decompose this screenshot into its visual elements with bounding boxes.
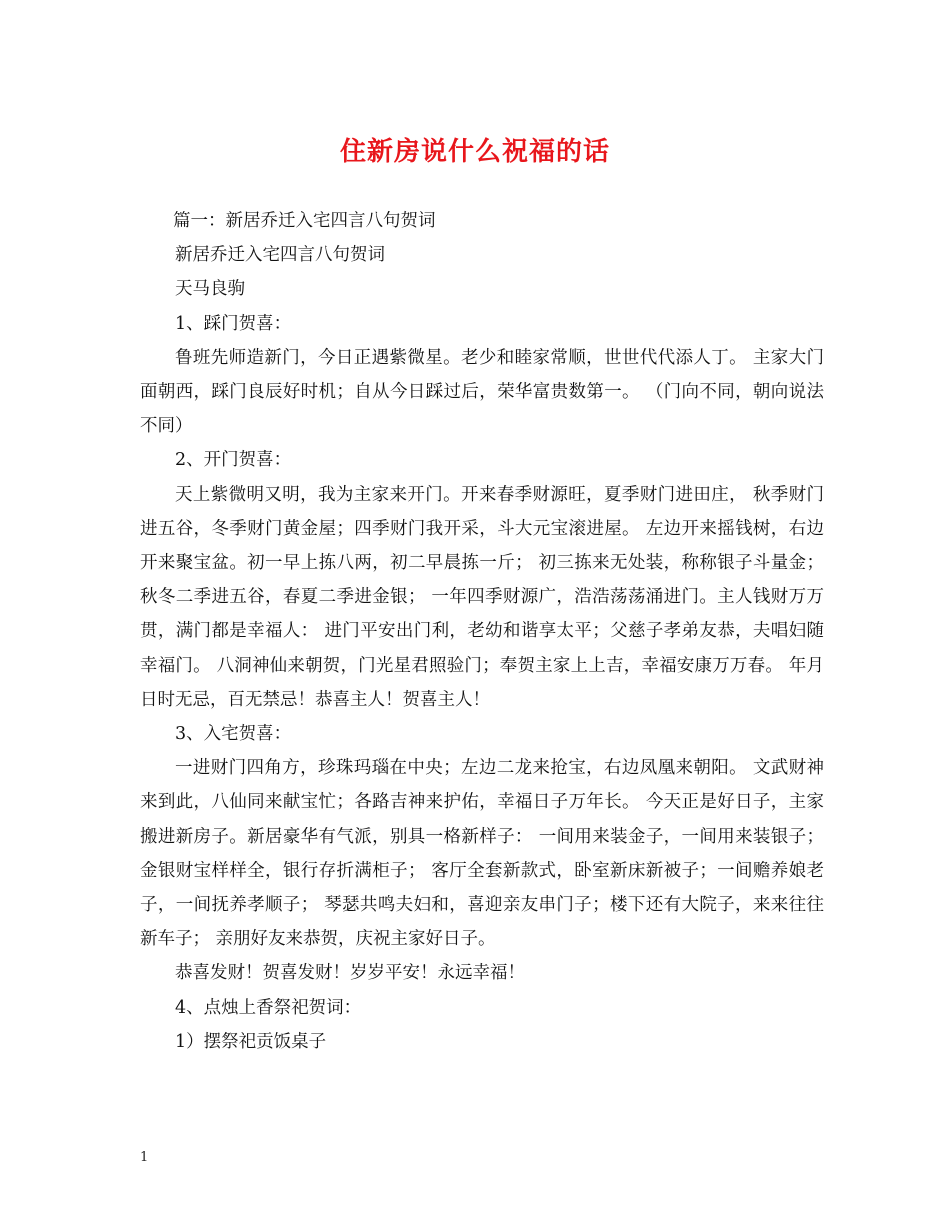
item-heading: 3、入宅贺喜： <box>175 724 292 745</box>
section-heading: 篇一：新居乔迁入宅四言八句贺词 <box>173 211 436 231</box>
item-heading: 2、开门贺喜： <box>175 450 292 471</box>
item-heading: 4、点烛上香祭祀贺词： <box>175 997 362 1018</box>
page-number: 1 <box>140 1150 149 1165</box>
body-paragraph: 恭喜发财！贺喜发财！岁岁平安！永远幸福！ <box>175 963 525 984</box>
sub-item: 1）摆祭祀贡饭桌子 <box>175 1031 327 1052</box>
body-paragraph: 天上紫微明又明，我为主家来开门。开来春季财源旺，夏季财门进田庄， 秋季财门进五谷，冬季财门黄金屋；四季财门我开采，斗大元宝滚进屋。 左边开来摇钱树，右边开来聚宝盆。初一早上拣八两，初二早晨拣一斤； 初三拣来无处装，称称银子斗量金；秋冬二季进五谷，春夏二季进金银； 一年四季财源广，浩浩荡荡涌进门。主人钱财万万贯，满门都是幸福人： 进门平安出门利，老幼和谐享太平；父慈子孝弟友恭，夫唱妇随幸福门。 八洞神仙来朝贺，门光星君照验门；奉贺主家上上吉，幸福安康万万春。 年月日时无忌，百无禁忌！恭喜主人！贺喜主人！ <box>140 484 824 710</box>
document-body <box>140 204 824 1059</box>
body-paragraph: 鲁班先师造新门，今日正遇紫微星。老少和睦家常顺，世世代代添人丁。 主家大门面朝西，踩门良辰好时机；自从今日踩过后，荣华富贵数第一。 （门向不同，朝向说法不同） <box>140 347 824 437</box>
subtitle: 新居乔迁入宅四言八句贺词 <box>175 245 385 266</box>
author-line: 天马良驹 <box>175 279 245 300</box>
item-heading: 1、踩门贺喜： <box>175 313 292 334</box>
document-title: 住新房说什么祝福的话 <box>339 137 610 167</box>
body-paragraph: 一进财门四角方，珍珠玛瑙在中央；左边二龙来抢宝，右边凤凰来朝阳。 文武财神来到此，八仙同来献宝忙；各路吉神来护佑，幸福日子万年长。 今天正是好日子，主家搬进新房子。新居豪华有气派，别具一格新样子： 一间用来装金子，一间用来装银子；金银财宝样样全，银行存折满柜子； 客厅全套新款式，卧室新床新被子；一间赡养娘老子，一间抚养孝顺子； 琴瑟共鸣夫妇和，喜迎亲友串门子；楼下还有大院子，来来往往新车子； 亲朋好友来恭贺，庆祝主家好日子。 <box>140 758 824 950</box>
